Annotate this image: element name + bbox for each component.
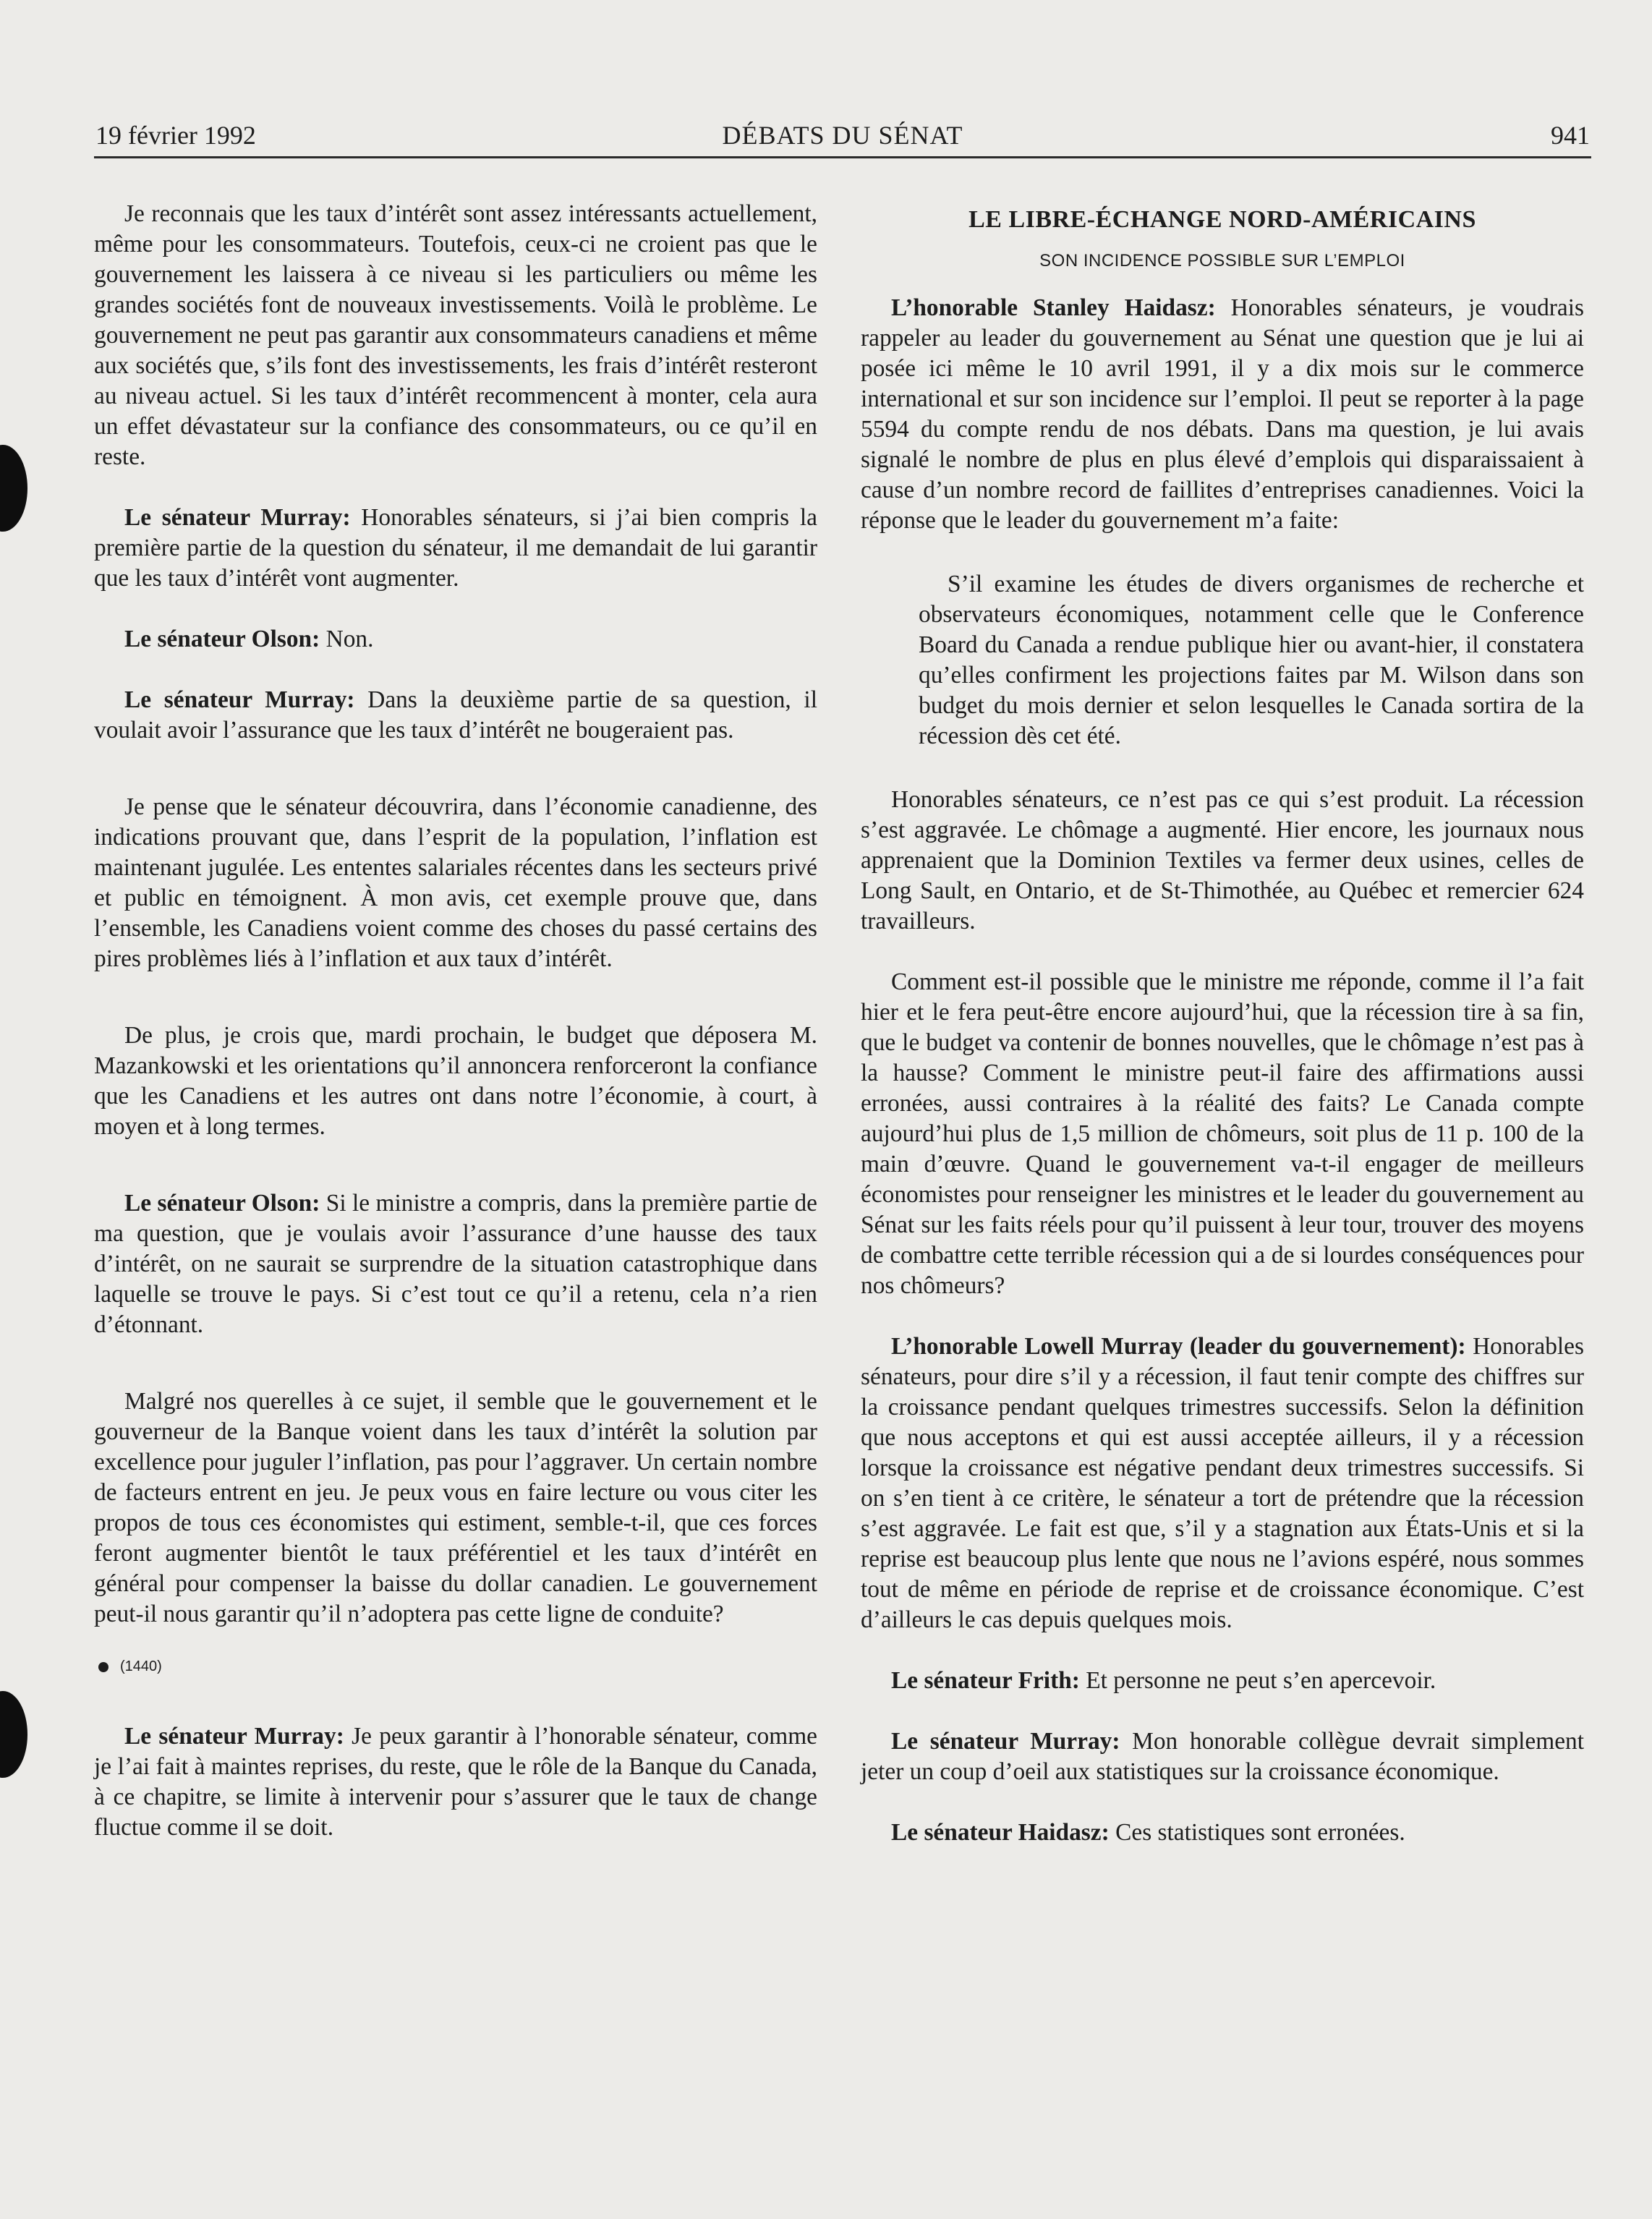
page-header bbox=[94, 116, 1591, 158]
section-subtitle: SON INCIDENCE POSSIBLE SUR L’EMPLOI bbox=[1039, 251, 1405, 271]
binder-hole-top bbox=[0, 445, 27, 532]
speech-text: Ces statistiques sont erronées. bbox=[1109, 1819, 1405, 1846]
speech-murray bbox=[94, 685, 817, 746]
timestamp-text: (1440) bbox=[120, 1658, 162, 1674]
speech-text: Dans la deuxième partie de sa question, il voulait avoir l’assurance que les taux d’intérêt ne bougeraient pas. bbox=[94, 686, 817, 744]
section-title: LE LIBRE-ÉCHANGE NORD-AMÉRICAINS bbox=[968, 206, 1476, 233]
speech-olson bbox=[94, 624, 817, 655]
header-title: DÉBATS DU SÉNAT bbox=[722, 121, 963, 150]
speaker-name: Le sénateur Frith: bbox=[891, 1667, 1080, 1694]
paragraph: Honorables sénateurs, ce n’est pas ce qui s’est produit. La récession s’est aggravée. Le chômage a augmenté. Hier encore, les journaux nous apprenaient que la Dominion Textiles va fermer deux usines, celles de Long Sault, en Ontario, et de St-Thimothée, au Québec et remercier 624 travailleurs. bbox=[861, 786, 1584, 934]
speaker-name: Le sénateur Haidasz: bbox=[891, 1819, 1110, 1846]
paragraph: Je pense que le sénateur découvrira, dans l’économie canadienne, des indications prouvant que, dans l’esprit de la population, l’inflation est maintenant jugulée. Les ententes salariales récentes dans les secteurs privé et public en témoignent. À mon avis, cet exemple prouve que, dans l’ensemble, les Canadiens voient comme des choses du passé certains des pires problèmes liés à l’inflation et aux taux d’intérêt. bbox=[94, 793, 817, 972]
speech-murray bbox=[94, 1721, 817, 1843]
speech-text: Mon honorable collègue devrait simplement jeter un coup d’oeil aux statistiques sur la croissance économique. bbox=[861, 1728, 1584, 1785]
speech-murray bbox=[861, 1726, 1584, 1787]
speech-text: Non. bbox=[320, 626, 374, 652]
speaker-name: Le sénateur Murray: bbox=[891, 1728, 1120, 1755]
speech-haidasz bbox=[861, 1818, 1584, 1848]
speaker-name: Le sénateur Murray: bbox=[124, 504, 351, 531]
paragraph: Comment est-il possible que le ministre me réponde, comme il l’a fait hier et le fera peut-être encore aujourd’hui, que la récession tire à sa fin, que le budget va contenir de bonnes nouvelles, que le chômage n’est pas à la hausse? Comment le ministre peut-il faire des affirmations aussi erronées, aussi contraires à la réalité des faits? Le Canada compte aujourd’hui plus de 1,5 million de chômeurs, soit plus de 11 p. 100 de la main d’œuvre. Quand le gouvernement va-t-il engager de meilleurs économistes pour renseigner les ministres et le leader du gouvernement au Sénat sur les faits réels pour qu’il puissent à leur tour, trouver des moyens de combattre cette terrible récession qui a de si lourdes conséquences pour nos chômeurs? bbox=[861, 968, 1584, 1299]
block-quote bbox=[919, 569, 1584, 751]
speech-text: Honorables sénateurs, pour dire s’il y a récession, il faut tenir compte des chiffres sur la croissance pendant quelques trimestres successifs. Selon la définition que nous acceptons et qui est aussi acceptée ailleurs, il y a récession lorsque la croissance est négative pendant deux trimestres successifs. Si on s’en tient à ce critère, le sénateur a tort de prétendre que la récession s’est aggravée. Le fait est que, s’il y a stagnation aux États-Unis et si la reprise est beaucoup plus lente que nous ne l’avions espéré, nous sommes tout de même en période de reprise et de croissance économique. C’est d’ailleurs le cas depuis quelques mois. bbox=[861, 1333, 1584, 1633]
speech-text: Et personne ne peut s’en apercevoir. bbox=[1079, 1667, 1436, 1694]
speaker-name: L’honorable Lowell Murray (leader du gouvernement): bbox=[891, 1333, 1466, 1360]
speaker-name: Le sénateur Murray: bbox=[124, 686, 355, 713]
paragraph: Malgré nos querelles à ce sujet, il semble que le gouvernement et le gouverneur de la Banque voient dans les taux d’intérêt la solution par excellence pour juguler l’inflation, pas pour l’aggraver. Un certain nombre de facteurs entrent en jeu. Je peux vous en faire lecture ou vous citer les propos de tous ces économistes qui estiment, semble-t-il, que ces forces feront augmenter bientôt le taux préférentiel et les taux d’intérêt en général pour compenser la baisse du dollar canadien. Le gouvernement peut-il nous garantir qu’il n’adoptera pas cette ligne de conduite? bbox=[94, 1388, 817, 1627]
speech-text: Je peux garantir à l’honorable sénateur, comme je l’ai fait à maintes reprises, du reste, que le rôle de la Banque du Canada, à ce chapitre, se limite à intervenir pour s’assurer que le taux de change fluctue comme il se doit. bbox=[94, 1723, 817, 1841]
left-column bbox=[94, 199, 817, 1843]
speaker-name: Le sénateur Olson: bbox=[124, 1190, 320, 1217]
speech-lowell-murray bbox=[861, 1332, 1584, 1635]
binder-hole-bottom bbox=[0, 1691, 27, 1778]
speech-frith bbox=[861, 1666, 1584, 1696]
speaker-name: Le sénateur Murray: bbox=[124, 1723, 344, 1750]
bullet-icon bbox=[98, 1662, 108, 1672]
speech-text: Honorables sénateurs, je voudrais rappeler au leader du gouvernement au Sénat une question que je lui ai posée ici même le 10 avril 1991, il y a dix mois sur le commerce international et sur son incidence sur l’emploi. Il peut se reporter à la page 5594 du compte rendu de nos débats. Dans ma question, je lui avais signalé le nombre de plus en plus élevé d’emplois qui disparaissaient à cause d’un nombre record de faillites d’entreprises canadiennes. Voici la réponse que le leader du gouvernement m’a faite: bbox=[861, 294, 1584, 534]
speech-murray bbox=[94, 503, 817, 594]
quote-text: S’il examine les études de divers organismes de recherche et observateurs économiques, notamment celle que le Conference Board du Canada a rendue publique hier ou avant-hier, il constatera qu’elles confirment les projections faites par M. Wilson dans son budget du mois dernier et selon lesquelles le Canada sortira de la récession dès cet été. bbox=[919, 571, 1584, 749]
page-number: 941 bbox=[1551, 121, 1590, 150]
header-date: 19 février 1992 bbox=[95, 121, 256, 150]
right-column bbox=[861, 199, 1584, 1848]
speaker-name: L’honorable Stanley Haidasz: bbox=[891, 294, 1216, 321]
timestamp bbox=[94, 1658, 817, 1675]
speech-olson bbox=[94, 1188, 817, 1340]
speech-text: Si le ministre a compris, dans la première partie de ma question, que je voulais avoir l’assurance d’une hausse des taux d’intérêt, on ne saurait se surprendre de la situation catastrophique dans laquelle se trouve le pays. Si c’est tout ce qu’il a retenu, cela n’a rien d’étonnant. bbox=[94, 1190, 817, 1338]
speech-haidasz bbox=[861, 293, 1584, 536]
paragraph: Je reconnais que les taux d’intérêt sont assez intéressants actuellement, même pour les consommateurs. Toutefois, ceux-ci ne croient pas que le gouvernement les laissera à ce niveau si les particuliers ou même les grandes sociétés font de nouveaux investissements. Voilà le problème. Le gouvernement ne peut pas garantir aux consommateurs canadiens et même aux sociétés que, s’ils font des investissements, les frais d’intérêt resteront au niveau actuel. Si les taux d’intérêt recommencent à monter, cela aura un effet dévastateur sur la confiance des consommateurs, ou ce qu’il en reste. bbox=[94, 200, 817, 470]
speaker-name: Le sénateur Olson: bbox=[124, 626, 320, 652]
speech-text: Honorables sénateurs, si j’ai bien compris la première partie de la question du sénateur, il me demandait de lui garantir que les taux d’intérêt vont augmenter. bbox=[94, 504, 817, 592]
paragraph: De plus, je crois que, mardi prochain, le budget que déposera M. Mazankowski et les orientations qu’il annoncera renforceront la confiance que les Canadiens et les autres ont dans notre l’économie, à court, à moyen et à long termes. bbox=[94, 1022, 817, 1140]
